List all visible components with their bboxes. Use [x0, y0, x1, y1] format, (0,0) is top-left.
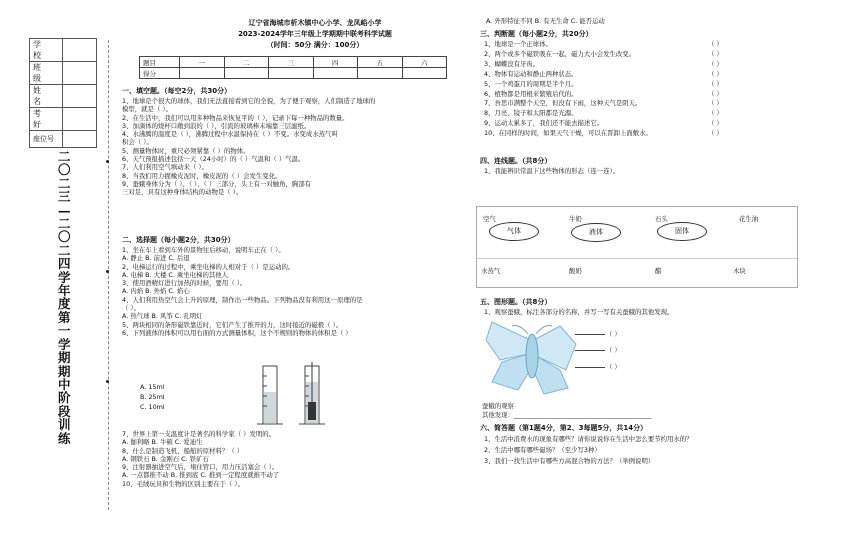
binding-dot: [106, 160, 109, 163]
score-col: 五: [358, 57, 403, 68]
label-blank[interactable]: （ ）: [606, 330, 621, 338]
match-bottom-item[interactable]: 酸奶: [569, 267, 582, 275]
question-line: 5、两块相同的条形磁铁靠近时，它们产生了推开的力，这时接近的磁极（ ）。: [122, 320, 343, 329]
state-liquid[interactable]: 液体: [571, 223, 621, 242]
score-col: 六: [402, 57, 447, 68]
answer-blank[interactable]: （ ）: [708, 129, 723, 138]
judge-line: 7、吾思市满整个天空，但没有下雨，这种天气是阴天。: [484, 99, 642, 108]
option-line: A. 伽利略 B. 牛顿 C. 爱迪生: [122, 438, 203, 447]
question-line: 8、什么是制造飞机、船舶的原材料？（ ）: [122, 446, 244, 455]
section1-questions: [122, 97, 375, 197]
judge-line: 2、两个或多个磁铁吸在一起，磁力大小会发生改变。: [484, 49, 636, 58]
state-gas[interactable]: 气体: [489, 222, 539, 241]
info-label-name: 姓 名: [30, 85, 63, 108]
answer-blank[interactable]: （ ）: [708, 119, 723, 128]
label-pointer: [575, 350, 605, 351]
answer-blank[interactable]: （ ）: [708, 49, 723, 58]
question-line: 6、下列液体的体积可以用右面的方式测量体积，这个不规则的物体的体积是（ ）: [122, 328, 352, 337]
score-col: 四: [313, 57, 358, 68]
vertical-title: 二〇二三—二〇二四学年度第一学期期中阶段训练: [58, 149, 71, 446]
question-line: 2、电梯运行的过程中，乘坐电梯的人相对于（ ）是运动的。: [122, 262, 295, 271]
short-answer-question: 3、我们一找生活中有哪些方高混合物的方法？（举例说明）: [484, 457, 655, 465]
state-solid[interactable]: 固体: [657, 222, 707, 241]
question-line: 3、使用酒精灯进行加热的时候，要用（ ）。: [122, 279, 247, 288]
answer-blank[interactable]: （ ）: [708, 69, 723, 78]
label-blank[interactable]: （ ）: [606, 363, 621, 371]
silkworm-moth-image: [482, 318, 582, 398]
short-answer-question: 2、生活中哪有哪些磁场？（至少写3种）: [484, 446, 601, 454]
option-line: A. 热气球 B. 风筝 C. 孔明灯: [122, 312, 203, 321]
match-top-item[interactable]: 石头: [655, 215, 668, 223]
info-field-name[interactable]: [63, 85, 97, 108]
info-field-class[interactable]: [63, 62, 97, 85]
question-line: 10、毛绒玩具和生物的区别主要在于（ ）。: [122, 479, 244, 488]
section6-heading: 六、简答题（第1题4分，第2、3每题5分，共14分）: [480, 424, 648, 432]
section2-questions: [122, 246, 363, 337]
binding-dot: [106, 380, 109, 383]
section3-heading: 三、判断题（每小题2分，共20分）: [480, 30, 593, 38]
question-line: 1、坐在车上看到车外的景物往后移动，说明车正在（ ）。: [122, 246, 285, 254]
answer-blank[interactable]: （ ）: [708, 40, 723, 48]
question-line: （ ）。: [122, 304, 141, 313]
info-label-exam: 考 好: [30, 108, 63, 131]
answer-blank[interactable]: （ ）: [708, 59, 723, 68]
binding-dot: [106, 270, 109, 273]
info-field-seat[interactable]: [63, 131, 97, 148]
question-line: 三对足，具有这种身体结构的动物是（ ）。: [122, 188, 243, 197]
judge-line: 5、一个鸡蛋月的周期是半个月。: [484, 79, 578, 88]
student-info-table: [29, 38, 97, 148]
divider: [477, 258, 797, 259]
section1-heading: 一、填空题。（每空2分，共30分）: [122, 87, 232, 95]
score-cell[interactable]: [402, 68, 447, 79]
section4-intro: 1、我能辨识常温下这些物体的形态（连一连）。: [484, 167, 620, 175]
section3-blanks: [708, 40, 723, 139]
score-col: 三: [269, 57, 314, 68]
question-line: 2、在生活中，我们可以用多种物品来恢复平的（ ），记录下每一种物品的数量。: [122, 113, 349, 122]
option-line: C. 10ml: [140, 403, 165, 411]
score-header: 题目: [140, 57, 180, 68]
exam-time: （时间：50分 满分：100分）: [266, 41, 364, 49]
score-table: [139, 56, 447, 79]
label-pointer: [575, 367, 605, 368]
other-findings[interactable]: 其他发现：___________________________________________: [482, 411, 652, 419]
option-line: A. 静止 B. 前进 C. 后退: [122, 254, 190, 263]
q6-options: [140, 382, 165, 412]
section6-questions: [484, 434, 693, 467]
match-bottom-item[interactable]: 木块: [733, 267, 746, 275]
question-line: 7、人们利用空气填动来（ ）。: [122, 163, 208, 172]
judge-line: 6、植物都是用根来繁殖后代的。: [484, 89, 578, 98]
short-answer-question: 1、生活中浪费水的现象有哪些？请你说说你在生活中怎么要节约用水的？: [484, 435, 693, 443]
answer-blank[interactable]: （ ）: [708, 99, 723, 108]
section3-questions: [484, 40, 652, 139]
option-line: A. 15ml: [140, 383, 165, 391]
section5-intro: 1、观察蚕蛾，标注各部分的名称，并写一写有关蚕蛾的其他发现。: [484, 308, 674, 316]
question-line: 4、水沸腾的温度是（ ），沸腾过程中水温保持在（ ）不变。水变成水蒸气叫: [122, 130, 338, 139]
info-label-class: 班 级: [30, 62, 63, 85]
info-label-school: 学 校: [30, 39, 63, 62]
question-line: 4、人们利用热空气会上升的原理，制作出一些物品。下列物品没有利用这一原理的是: [122, 295, 363, 304]
question-line: 9、蚕蛾身体分为（ ）、（ ）、（ ）三部分，头上有一对触角，胸部有: [122, 179, 312, 188]
answer-blank[interactable]: （ ）: [708, 109, 723, 118]
score-cell[interactable]: [224, 68, 269, 79]
question-line: 5、测量物体时，重尺必须紧靠（ ）的物体。: [122, 146, 250, 155]
option-line: A. 钢铁石 B. 金刚石 C. 铁矿石: [122, 454, 209, 463]
option-line: A. 电梯 B. 大楼 C. 乘坐电梯的其他人: [122, 270, 229, 279]
match-bottom-item[interactable]: 醋: [655, 267, 662, 275]
judge-line: 10、在同样的时间，如果天气干燥，可以在晋卸上面敷水。: [484, 129, 652, 138]
match-top-item[interactable]: 花生油: [739, 215, 759, 223]
score-cell[interactable]: [358, 68, 403, 79]
score-cell[interactable]: [269, 68, 314, 79]
matching-table: [476, 206, 798, 288]
judge-line: 9、运动太累多了，我们还不能去描述它。: [484, 119, 604, 128]
q10-options: A. 外形特征不同 B. 有无生命 C. 能否运动: [486, 17, 605, 25]
measuring-cylinder-figure: [255, 362, 335, 428]
answer-blank[interactable]: （ ）: [708, 79, 723, 88]
option-line: A. 一点都推不动 B. 推到底 C. 推到一定程度就推不动了: [122, 471, 280, 480]
question-line: 6、天气预报描述包括一天（24小时）的（ ）气温和（ ）气温。: [122, 155, 305, 164]
section4-heading: 四、连线题。（共8分）: [480, 157, 552, 165]
judge-line: 8、月亮、镜子和太阳都是光源。: [484, 109, 578, 118]
section5-heading: 五、图形题。（共8分）: [480, 298, 552, 306]
section2-heading: 二、选择题（每小题2分，共30分）: [122, 236, 235, 244]
info-label-seat: 座位号: [30, 131, 63, 148]
question-line: 1、地球是个很大的球体，我们无法直接看到它的全貌，为了便于观察，人们制造了地球的: [122, 97, 376, 105]
option-line: B. 25ml: [140, 393, 165, 401]
binding-line: [108, 40, 109, 510]
school-title: 辽宁省海城市析木镇中心小学、龙凤峪小学: [248, 19, 382, 27]
label-blank[interactable]: （ ）: [606, 346, 621, 354]
section2-questions-b: [122, 430, 279, 488]
question-line: 7、世界上第一支温度计是著名的科学家（ ）发明的。: [122, 430, 276, 438]
question-line: 3、加滴体的烧杯口敞到浪的（ ），引流的玻璃棒末端靠三层滤纸。: [122, 121, 311, 130]
match-top-item[interactable]: 空气: [483, 215, 496, 223]
info-field-school[interactable]: [63, 39, 97, 62]
question-line: 积会（ ）。: [122, 138, 153, 147]
label-pointer: [575, 334, 605, 335]
figure-caption: 蚕蛾的观察: [482, 402, 514, 410]
exam-title: 2023-2024学年三年级上学期期中联考科学试题: [238, 30, 392, 38]
score-cell[interactable]: [313, 68, 358, 79]
score-cell[interactable]: [180, 68, 225, 79]
question-line: 9、注射器抽进空气后，堵住管口，用力压活塞会（ ）。: [122, 463, 279, 472]
question-line: 模型，就是（ ）。: [122, 105, 172, 114]
judge-line: 1、地球是一个正球体。: [484, 40, 552, 48]
score-col: 一: [180, 57, 225, 68]
judge-line: 4、物体有运动和静止两种状态。: [484, 69, 578, 78]
option-line: A. 内焰 B. 外焰 C. 焰心: [122, 287, 190, 296]
score-col: 二: [224, 57, 269, 68]
match-top-item[interactable]: 牛奶: [569, 215, 582, 223]
judge-line: 3、蝴蝶没有牙齿。: [484, 59, 540, 68]
question-line: 8、当我们用力握橡皮泥时，橡皮泥的（ ）会发生变化。: [122, 171, 282, 180]
answer-blank[interactable]: （ ）: [708, 89, 723, 98]
score-label: 得分: [140, 68, 180, 79]
match-bottom-item[interactable]: 水蒸气: [481, 267, 501, 275]
info-field-exam[interactable]: [63, 108, 97, 131]
